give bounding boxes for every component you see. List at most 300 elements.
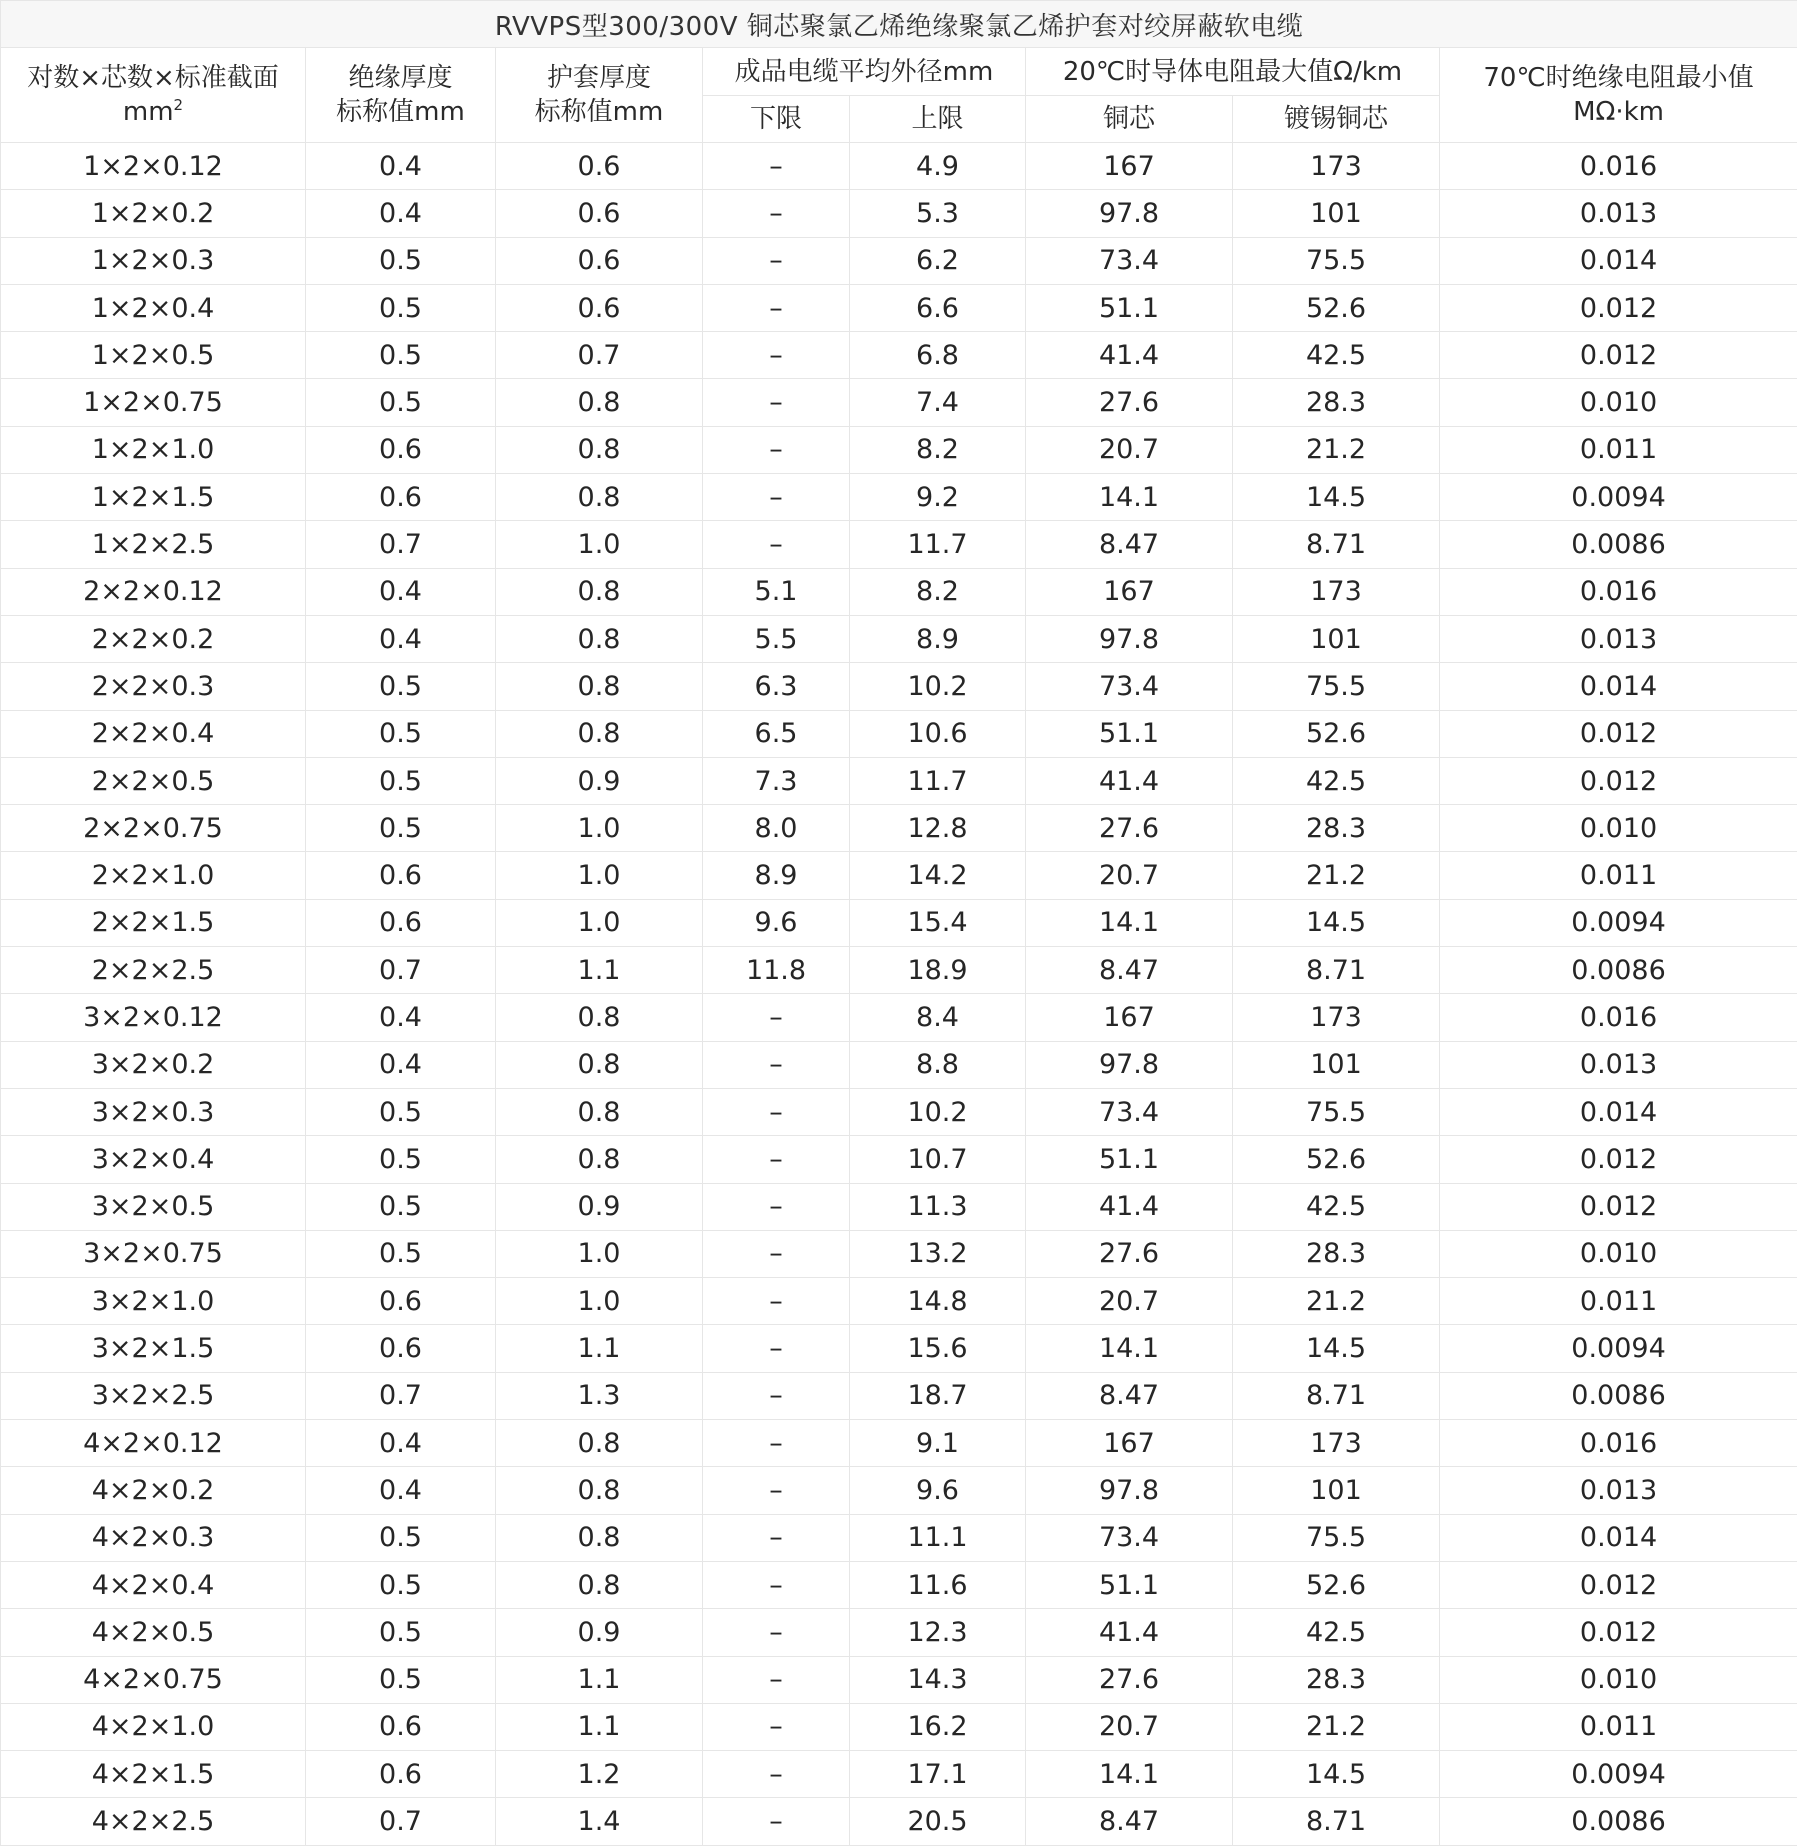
cell-diameter-upper: 16.2 (850, 1703, 1026, 1750)
cell-insulation-resistance: 0.016 (1440, 568, 1797, 615)
cell-resistance-copper: 8.47 (1026, 1798, 1233, 1845)
cell-diameter-upper: 7.4 (850, 379, 1026, 426)
cell-resistance-copper: 97.8 (1026, 1041, 1233, 1088)
cell-insulation-thickness: 0.6 (306, 899, 496, 946)
header-spec-superscript: 2 (173, 96, 184, 114)
cell-insulation-thickness: 0.4 (306, 615, 496, 662)
cell-resistance-copper: 51.1 (1026, 284, 1233, 331)
cell-sheath-thickness: 0.9 (496, 1609, 703, 1656)
cell-diameter-lower: – (703, 1183, 850, 1230)
cell-diameter-lower: – (703, 284, 850, 331)
cell-resistance-copper: 27.6 (1026, 1230, 1233, 1277)
cell-insulation-thickness: 0.5 (306, 332, 496, 379)
cell-spec: 2×2×0.4 (1, 710, 306, 757)
cell-insulation-thickness: 0.5 (306, 663, 496, 710)
cell-diameter-upper: 8.2 (850, 568, 1026, 615)
header-sheath (496, 48, 703, 143)
cell-resistance-tinned: 42.5 (1233, 332, 1440, 379)
cell-resistance-tinned: 14.5 (1233, 1325, 1440, 1372)
cell-spec: 3×2×0.3 (1, 1088, 306, 1135)
cell-spec: 1×2×2.5 (1, 521, 306, 568)
cell-resistance-tinned: 28.3 (1233, 1656, 1440, 1703)
cell-resistance-tinned: 173 (1233, 568, 1440, 615)
table-row (1, 332, 1797, 379)
table-row (1, 1798, 1797, 1845)
cell-diameter-lower: – (703, 1561, 850, 1608)
cell-spec: 2×2×0.3 (1, 663, 306, 710)
cell-resistance-tinned: 8.71 (1233, 1372, 1440, 1419)
cell-insulation-resistance: 0.012 (1440, 710, 1797, 757)
cell-insulation-resistance: 0.0094 (1440, 1325, 1797, 1372)
cell-resistance-copper: 27.6 (1026, 805, 1233, 852)
cell-resistance-tinned: 101 (1233, 615, 1440, 662)
cell-insulation-resistance: 0.011 (1440, 426, 1797, 473)
cell-insulation-resistance: 0.014 (1440, 1088, 1797, 1135)
cell-diameter-upper: 11.6 (850, 1561, 1026, 1608)
cell-diameter-lower: – (703, 1420, 850, 1467)
cell-diameter-upper: 5.3 (850, 190, 1026, 237)
table-row (1, 1467, 1797, 1514)
header-diameter-upper: 上限 (850, 96, 1026, 143)
table-row (1, 426, 1797, 473)
cell-sheath-thickness: 0.9 (496, 1183, 703, 1230)
cell-diameter-lower: 8.0 (703, 805, 850, 852)
cell-insulation-thickness: 0.6 (306, 1278, 496, 1325)
cell-resistance-tinned: 52.6 (1233, 1136, 1440, 1183)
cell-spec: 3×2×1.0 (1, 1278, 306, 1325)
cell-spec: 2×2×0.12 (1, 568, 306, 615)
cell-spec: 1×2×0.3 (1, 237, 306, 284)
cell-resistance-copper: 73.4 (1026, 237, 1233, 284)
cell-resistance-copper: 97.8 (1026, 1467, 1233, 1514)
cell-insulation-thickness: 0.7 (306, 521, 496, 568)
cell-resistance-tinned: 42.5 (1233, 1183, 1440, 1230)
cell-insulation-resistance: 0.012 (1440, 284, 1797, 331)
cell-resistance-copper: 27.6 (1026, 379, 1233, 426)
cell-spec: 3×2×0.5 (1, 1183, 306, 1230)
cell-diameter-upper: 9.1 (850, 1420, 1026, 1467)
cell-insulation-thickness: 0.5 (306, 805, 496, 852)
cell-diameter-lower: – (703, 379, 850, 426)
cell-insulation-thickness: 0.5 (306, 1088, 496, 1135)
cell-spec: 4×2×0.3 (1, 1514, 306, 1561)
cell-sheath-thickness: 0.8 (496, 1136, 703, 1183)
cell-diameter-lower: – (703, 1514, 850, 1561)
cell-spec: 4×2×1.5 (1, 1751, 306, 1798)
table-row (1, 1609, 1797, 1656)
cell-diameter-upper: 11.3 (850, 1183, 1026, 1230)
cell-diameter-lower: – (703, 1136, 850, 1183)
cell-sheath-thickness: 0.6 (496, 190, 703, 237)
cell-resistance-copper: 167 (1026, 994, 1233, 1041)
cell-sheath-thickness: 1.1 (496, 1656, 703, 1703)
cell-diameter-upper: 18.9 (850, 947, 1026, 994)
cell-resistance-tinned: 14.5 (1233, 1751, 1440, 1798)
cell-resistance-tinned: 21.2 (1233, 1278, 1440, 1325)
cell-resistance-tinned: 75.5 (1233, 663, 1440, 710)
cell-resistance-copper: 73.4 (1026, 1088, 1233, 1135)
cell-spec: 2×2×0.5 (1, 757, 306, 804)
cell-insulation-thickness: 0.4 (306, 1467, 496, 1514)
table-row (1, 994, 1797, 1041)
cell-insulation-resistance: 0.012 (1440, 1136, 1797, 1183)
cell-diameter-lower: – (703, 1656, 850, 1703)
cell-insulation-resistance: 0.013 (1440, 1041, 1797, 1088)
cell-insulation-resistance: 0.010 (1440, 379, 1797, 426)
cell-diameter-upper: 18.7 (850, 1372, 1026, 1419)
table-row (1, 1088, 1797, 1135)
cell-resistance-tinned: 101 (1233, 1041, 1440, 1088)
cell-diameter-lower: – (703, 1278, 850, 1325)
header-spec-line1: 对数×芯数×标准截面 (27, 63, 279, 93)
cell-resistance-tinned: 28.3 (1233, 379, 1440, 426)
cell-spec: 1×2×0.4 (1, 284, 306, 331)
cell-spec: 2×2×2.5 (1, 947, 306, 994)
cell-spec: 2×2×1.5 (1, 899, 306, 946)
header-insulation-line2: 标称值mm (336, 97, 465, 127)
table-row (1, 1278, 1797, 1325)
cell-sheath-thickness: 0.8 (496, 1041, 703, 1088)
cell-resistance-copper: 167 (1026, 568, 1233, 615)
table-row (1, 521, 1797, 568)
cell-resistance-tinned: 52.6 (1233, 284, 1440, 331)
cell-sheath-thickness: 0.6 (496, 284, 703, 331)
table-row (1, 663, 1797, 710)
cell-insulation-thickness: 0.5 (306, 1230, 496, 1277)
cell-insulation-resistance: 0.012 (1440, 332, 1797, 379)
header-insulation-resistance (1440, 48, 1797, 143)
cell-sheath-thickness: 1.0 (496, 1278, 703, 1325)
cell-sheath-thickness: 0.8 (496, 994, 703, 1041)
cell-insulation-thickness: 0.6 (306, 426, 496, 473)
cell-resistance-copper: 51.1 (1026, 1136, 1233, 1183)
cell-insulation-resistance: 0.0094 (1440, 1751, 1797, 1798)
cell-resistance-copper: 14.1 (1026, 1751, 1233, 1798)
table-row (1, 615, 1797, 662)
cell-sheath-thickness: 0.8 (496, 1420, 703, 1467)
cell-spec: 3×2×1.5 (1, 1325, 306, 1372)
table-row (1, 1136, 1797, 1183)
cell-diameter-upper: 20.5 (850, 1798, 1026, 1845)
cell-diameter-upper: 10.6 (850, 710, 1026, 757)
cell-diameter-lower: – (703, 1751, 850, 1798)
table-row (1, 190, 1797, 237)
cell-insulation-resistance: 0.013 (1440, 615, 1797, 662)
cell-diameter-upper: 6.8 (850, 332, 1026, 379)
table-row (1, 1703, 1797, 1750)
cell-spec: 2×2×1.0 (1, 852, 306, 899)
cell-resistance-tinned: 52.6 (1233, 710, 1440, 757)
cell-resistance-tinned: 14.5 (1233, 899, 1440, 946)
cell-diameter-upper: 14.3 (850, 1656, 1026, 1703)
cell-spec: 1×2×0.75 (1, 379, 306, 426)
table-row (1, 1561, 1797, 1608)
cell-diameter-lower: 5.1 (703, 568, 850, 615)
cell-resistance-copper: 8.47 (1026, 1372, 1233, 1419)
cell-insulation-thickness: 0.4 (306, 568, 496, 615)
cell-insulation-thickness: 0.7 (306, 947, 496, 994)
cell-diameter-upper: 9.6 (850, 1467, 1026, 1514)
header-insulation-line1: 绝缘厚度 (348, 63, 453, 93)
cell-sheath-thickness: 1.2 (496, 1751, 703, 1798)
cell-insulation-resistance: 0.016 (1440, 994, 1797, 1041)
cell-resistance-copper: 97.8 (1026, 190, 1233, 237)
header-insulation (306, 48, 496, 143)
cell-sheath-thickness: 1.0 (496, 1230, 703, 1277)
cell-spec: 1×2×1.5 (1, 474, 306, 521)
cell-diameter-upper: 8.2 (850, 426, 1026, 473)
cell-resistance-copper: 8.47 (1026, 947, 1233, 994)
cell-insulation-thickness: 0.6 (306, 1325, 496, 1372)
cell-sheath-thickness: 0.8 (496, 568, 703, 615)
cell-sheath-thickness: 0.8 (496, 1088, 703, 1135)
cell-insulation-resistance: 0.0094 (1440, 474, 1797, 521)
cell-insulation-resistance: 0.011 (1440, 1703, 1797, 1750)
cell-sheath-thickness: 0.8 (496, 426, 703, 473)
cell-insulation-resistance: 0.016 (1440, 143, 1797, 190)
cell-insulation-resistance: 0.011 (1440, 852, 1797, 899)
cell-insulation-thickness: 0.5 (306, 757, 496, 804)
table-row (1, 1183, 1797, 1230)
cell-diameter-lower: – (703, 1325, 850, 1372)
table-row (1, 143, 1797, 190)
cell-insulation-thickness: 0.5 (306, 1183, 496, 1230)
table-row (1, 379, 1797, 426)
cell-insulation-thickness: 0.7 (306, 1372, 496, 1419)
cell-spec: 4×2×0.2 (1, 1467, 306, 1514)
cell-insulation-resistance: 0.013 (1440, 190, 1797, 237)
cell-diameter-upper: 17.1 (850, 1751, 1026, 1798)
header-insres-line2: MΩ·km (1573, 97, 1665, 127)
cell-resistance-tinned: 101 (1233, 190, 1440, 237)
cell-diameter-upper: 15.4 (850, 899, 1026, 946)
cell-insulation-resistance: 0.014 (1440, 237, 1797, 284)
cell-resistance-tinned: 173 (1233, 1420, 1440, 1467)
cell-diameter-lower: – (703, 1372, 850, 1419)
cell-resistance-copper: 167 (1026, 143, 1233, 190)
cell-insulation-resistance: 0.014 (1440, 663, 1797, 710)
cell-spec: 4×2×0.75 (1, 1656, 306, 1703)
header-diameter-group: 成品电缆平均外径mm (703, 48, 1026, 96)
cell-resistance-copper: 20.7 (1026, 852, 1233, 899)
cell-diameter-upper: 12.3 (850, 1609, 1026, 1656)
cell-resistance-tinned: 173 (1233, 143, 1440, 190)
cell-resistance-tinned: 75.5 (1233, 237, 1440, 284)
table-row (1, 899, 1797, 946)
cell-insulation-thickness: 0.5 (306, 1656, 496, 1703)
cell-diameter-upper: 11.7 (850, 521, 1026, 568)
cell-sheath-thickness: 0.6 (496, 143, 703, 190)
cell-diameter-lower: – (703, 332, 850, 379)
table-row (1, 757, 1797, 804)
cell-insulation-resistance: 0.013 (1440, 1467, 1797, 1514)
cell-spec: 4×2×0.12 (1, 1420, 306, 1467)
cell-diameter-upper: 11.1 (850, 1514, 1026, 1561)
table-row (1, 1230, 1797, 1277)
cell-resistance-copper: 73.4 (1026, 1514, 1233, 1561)
cell-resistance-tinned: 75.5 (1233, 1514, 1440, 1561)
cell-diameter-lower: 6.3 (703, 663, 850, 710)
cell-spec: 3×2×0.2 (1, 1041, 306, 1088)
cell-diameter-upper: 8.4 (850, 994, 1026, 1041)
table-row (1, 1041, 1797, 1088)
table-row (1, 710, 1797, 757)
cell-resistance-copper: 41.4 (1026, 1609, 1233, 1656)
header-resistance-tinned: 镀锡铜芯 (1233, 96, 1440, 143)
cell-diameter-lower: 9.6 (703, 899, 850, 946)
cell-sheath-thickness: 0.8 (496, 615, 703, 662)
cell-diameter-upper: 10.7 (850, 1136, 1026, 1183)
cell-sheath-thickness: 0.6 (496, 237, 703, 284)
cell-resistance-copper: 8.47 (1026, 521, 1233, 568)
cell-diameter-lower: – (703, 1230, 850, 1277)
cell-sheath-thickness: 1.0 (496, 805, 703, 852)
cell-sheath-thickness: 0.8 (496, 1514, 703, 1561)
table-title: RVVPS型300/300V 铜芯聚氯乙烯绝缘聚氯乙烯护套对绞屏蔽软电缆 (1, 1, 1797, 48)
cell-diameter-lower: 5.5 (703, 615, 850, 662)
table-row (1, 852, 1797, 899)
cell-diameter-upper: 13.2 (850, 1230, 1026, 1277)
table-row (1, 237, 1797, 284)
cell-resistance-copper: 51.1 (1026, 710, 1233, 757)
cell-insulation-thickness: 0.7 (306, 1798, 496, 1845)
cell-insulation-resistance: 0.012 (1440, 1183, 1797, 1230)
cell-diameter-lower: – (703, 521, 850, 568)
cell-spec: 1×2×0.12 (1, 143, 306, 190)
cell-resistance-tinned: 14.5 (1233, 474, 1440, 521)
cell-insulation-resistance: 0.010 (1440, 1230, 1797, 1277)
cell-diameter-lower: – (703, 994, 850, 1041)
cell-insulation-resistance: 0.010 (1440, 1656, 1797, 1703)
cell-spec: 4×2×2.5 (1, 1798, 306, 1845)
table-row (1, 568, 1797, 615)
cell-sheath-thickness: 1.4 (496, 1798, 703, 1845)
cell-diameter-lower: – (703, 1609, 850, 1656)
cell-insulation-resistance: 0.0086 (1440, 521, 1797, 568)
cell-sheath-thickness: 1.0 (496, 899, 703, 946)
cell-resistance-tinned: 42.5 (1233, 757, 1440, 804)
cell-sheath-thickness: 1.1 (496, 1703, 703, 1750)
table-row (1, 805, 1797, 852)
cell-diameter-lower: – (703, 1703, 850, 1750)
cell-sheath-thickness: 0.8 (496, 379, 703, 426)
cell-insulation-thickness: 0.5 (306, 237, 496, 284)
cell-sheath-thickness: 0.8 (496, 663, 703, 710)
cell-insulation-resistance: 0.011 (1440, 1278, 1797, 1325)
header-resistance-group: 20℃时导体电阻最大值Ω/km (1026, 48, 1440, 96)
cell-insulation-thickness: 0.4 (306, 1420, 496, 1467)
cell-diameter-upper: 14.8 (850, 1278, 1026, 1325)
cell-diameter-upper: 4.9 (850, 143, 1026, 190)
cell-sheath-thickness: 0.8 (496, 710, 703, 757)
cell-spec: 4×2×0.5 (1, 1609, 306, 1656)
cell-diameter-lower: – (703, 474, 850, 521)
cell-resistance-copper: 73.4 (1026, 663, 1233, 710)
cell-resistance-copper: 20.7 (1026, 1278, 1233, 1325)
cell-sheath-thickness: 0.7 (496, 332, 703, 379)
cell-insulation-thickness: 0.5 (306, 284, 496, 331)
cell-resistance-copper: 51.1 (1026, 1561, 1233, 1608)
cell-sheath-thickness: 1.3 (496, 1372, 703, 1419)
cell-insulation-thickness: 0.6 (306, 852, 496, 899)
cell-diameter-upper: 10.2 (850, 663, 1026, 710)
cell-spec: 3×2×0.4 (1, 1136, 306, 1183)
cell-resistance-copper: 20.7 (1026, 1703, 1233, 1750)
table-row (1, 1514, 1797, 1561)
cell-insulation-thickness: 0.5 (306, 379, 496, 426)
cell-spec: 3×2×0.75 (1, 1230, 306, 1277)
cell-sheath-thickness: 1.1 (496, 1325, 703, 1372)
cell-insulation-thickness: 0.5 (306, 1514, 496, 1561)
cell-diameter-upper: 15.6 (850, 1325, 1026, 1372)
cell-resistance-tinned: 173 (1233, 994, 1440, 1041)
cell-spec: 4×2×0.4 (1, 1561, 306, 1608)
cell-insulation-thickness: 0.5 (306, 1609, 496, 1656)
cell-insulation-resistance: 0.012 (1440, 757, 1797, 804)
table-row (1, 1372, 1797, 1419)
cell-diameter-lower: – (703, 1041, 850, 1088)
cell-resistance-tinned: 101 (1233, 1467, 1440, 1514)
cell-diameter-lower: – (703, 190, 850, 237)
table-row (1, 284, 1797, 331)
cell-spec: 2×2×0.2 (1, 615, 306, 662)
cell-resistance-copper: 14.1 (1026, 899, 1233, 946)
cell-insulation-resistance: 0.0086 (1440, 1372, 1797, 1419)
cell-diameter-upper: 8.9 (850, 615, 1026, 662)
cell-resistance-tinned: 28.3 (1233, 1230, 1440, 1277)
cell-diameter-lower: – (703, 1467, 850, 1514)
cell-spec: 1×2×0.2 (1, 190, 306, 237)
cell-resistance-tinned: 21.2 (1233, 426, 1440, 473)
cell-diameter-upper: 14.2 (850, 852, 1026, 899)
cell-sheath-thickness: 1.0 (496, 852, 703, 899)
table-row (1, 1420, 1797, 1467)
cell-resistance-copper: 41.4 (1026, 757, 1233, 804)
cell-resistance-copper: 14.1 (1026, 474, 1233, 521)
table-row (1, 1325, 1797, 1372)
cell-insulation-resistance: 0.010 (1440, 805, 1797, 852)
cell-resistance-tinned: 21.2 (1233, 1703, 1440, 1750)
cell-diameter-upper: 9.2 (850, 474, 1026, 521)
header-spec-line2: $mm^2$ (122, 96, 184, 127)
cell-resistance-tinned: 8.71 (1233, 947, 1440, 994)
header-sheath-line2: 标称值mm (534, 97, 664, 127)
cell-diameter-upper: 10.2 (850, 1088, 1026, 1135)
cell-insulation-thickness: 0.6 (306, 1703, 496, 1750)
cell-diameter-upper: 6.6 (850, 284, 1026, 331)
cell-insulation-thickness: 0.4 (306, 1041, 496, 1088)
header-sheath-line1: 护套厚度 (546, 63, 651, 93)
cell-diameter-lower: – (703, 143, 850, 190)
table-row (1, 1656, 1797, 1703)
header-resistance-copper: 铜芯 (1026, 96, 1233, 143)
header-insres-line1: 70℃时绝缘电阻最小值 (1483, 63, 1754, 93)
cell-insulation-thickness: 0.6 (306, 474, 496, 521)
table-body (1, 143, 1797, 1846)
cell-insulation-thickness: 0.6 (306, 1751, 496, 1798)
cell-resistance-copper: 27.6 (1026, 1656, 1233, 1703)
cell-resistance-copper: 41.4 (1026, 332, 1233, 379)
cell-insulation-thickness: 0.5 (306, 1136, 496, 1183)
cell-diameter-lower: 11.8 (703, 947, 850, 994)
cell-insulation-thickness: 0.4 (306, 143, 496, 190)
header-diameter-lower: 下限 (703, 96, 850, 143)
cell-sheath-thickness: 0.9 (496, 757, 703, 804)
cell-insulation-resistance: 0.016 (1440, 1420, 1797, 1467)
cell-diameter-lower: – (703, 1088, 850, 1135)
cell-insulation-resistance: 0.012 (1440, 1609, 1797, 1656)
cell-diameter-upper: 8.8 (850, 1041, 1026, 1088)
